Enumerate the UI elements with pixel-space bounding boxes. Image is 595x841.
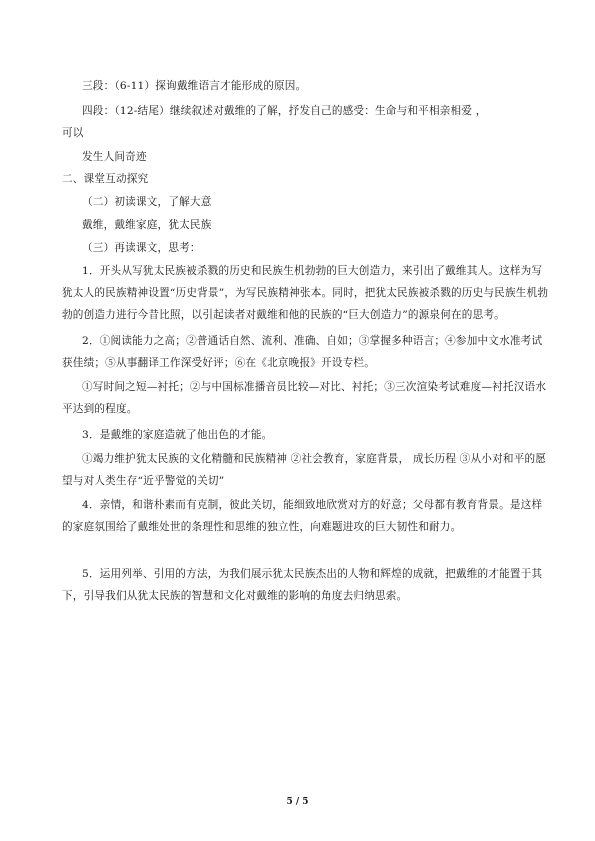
heading-second-reading: （三）再读课文，思考： bbox=[82, 242, 201, 254]
answer-5: 5．运用列举、引用的方法，为我们展示犹太民族杰出的人物和辉煌的成就，把戴维的才能置于其下，引导我们从犹太民族的智慧和文化对戴维的影响的角度去归纳思索。 bbox=[62, 568, 543, 602]
paragraph-section-three: 三段：（6-11）探询戴维语言才能形成的原因。 bbox=[82, 80, 307, 92]
heading-classroom-inquiry: 二、课堂互动探究 bbox=[62, 173, 149, 185]
answer-2-sub: ①写时间之短—衬托；②与中国标准播音员比较—对比、衬托；③三次渲染考试难度—衬托汉语水平达到的程度。 bbox=[62, 381, 547, 415]
paragraph-keywords: 戴维，戴维家庭，犹太民族 bbox=[82, 219, 212, 231]
answer-4: 4．亲情，和谐朴素而有克制，彼此关切，能细致地欣赏对方的好意；父母都有教育背景。是这样的家庭氛围给了戴维处世的条理性和思维的独立性，向难题进攻的巨大韧性和耐力。 bbox=[62, 499, 543, 533]
paragraph-section-four-cont: 可以 bbox=[62, 127, 84, 139]
answer-2: 2．①阅读能力之高；②普通话自然、流利、准确、自如；③掌握多种语言；④参加中文水准考试获佳绩；⑤从事翻译工作深受好评；⑥在《北京晚报》开设专栏。 bbox=[62, 335, 543, 369]
paragraph-miracle: 发生人间奇迹 bbox=[82, 151, 147, 163]
page-number: 5 / 5 bbox=[286, 797, 309, 807]
answer-1: 1．开头从写犹太民族被杀戮的历史和民族生机勃勃的巨大创造力，来引出了戴维其人。这样为写犹太人的民族精神设置“历史背景”，为写民族精神张本。同时，把犹太民族被杀戮的历史与民族生机勃勃的创造力进行今昔比照，以引起读者对戴维和他的民族的“巨大创造力”的源泉何在的思考。 bbox=[62, 265, 549, 321]
answer-3: 3．是戴维的家庭造就了他出色的才能。 bbox=[82, 429, 273, 441]
paragraph-section-four: 四段：（12-结尾）继续叙述对戴维的了解，抒发自己的感受：生命与和平相亲相爱 ， bbox=[82, 105, 487, 117]
heading-first-reading: （二）初读课文，了解大意 bbox=[82, 196, 212, 208]
answer-3-sub: ①竭力维护犹太民族的文化精髓和民族精神 ②社会教育，家庭背景， 成长历程 ③从小对和平的愿望与对人类生存“近乎警觉的关切” bbox=[62, 453, 547, 487]
